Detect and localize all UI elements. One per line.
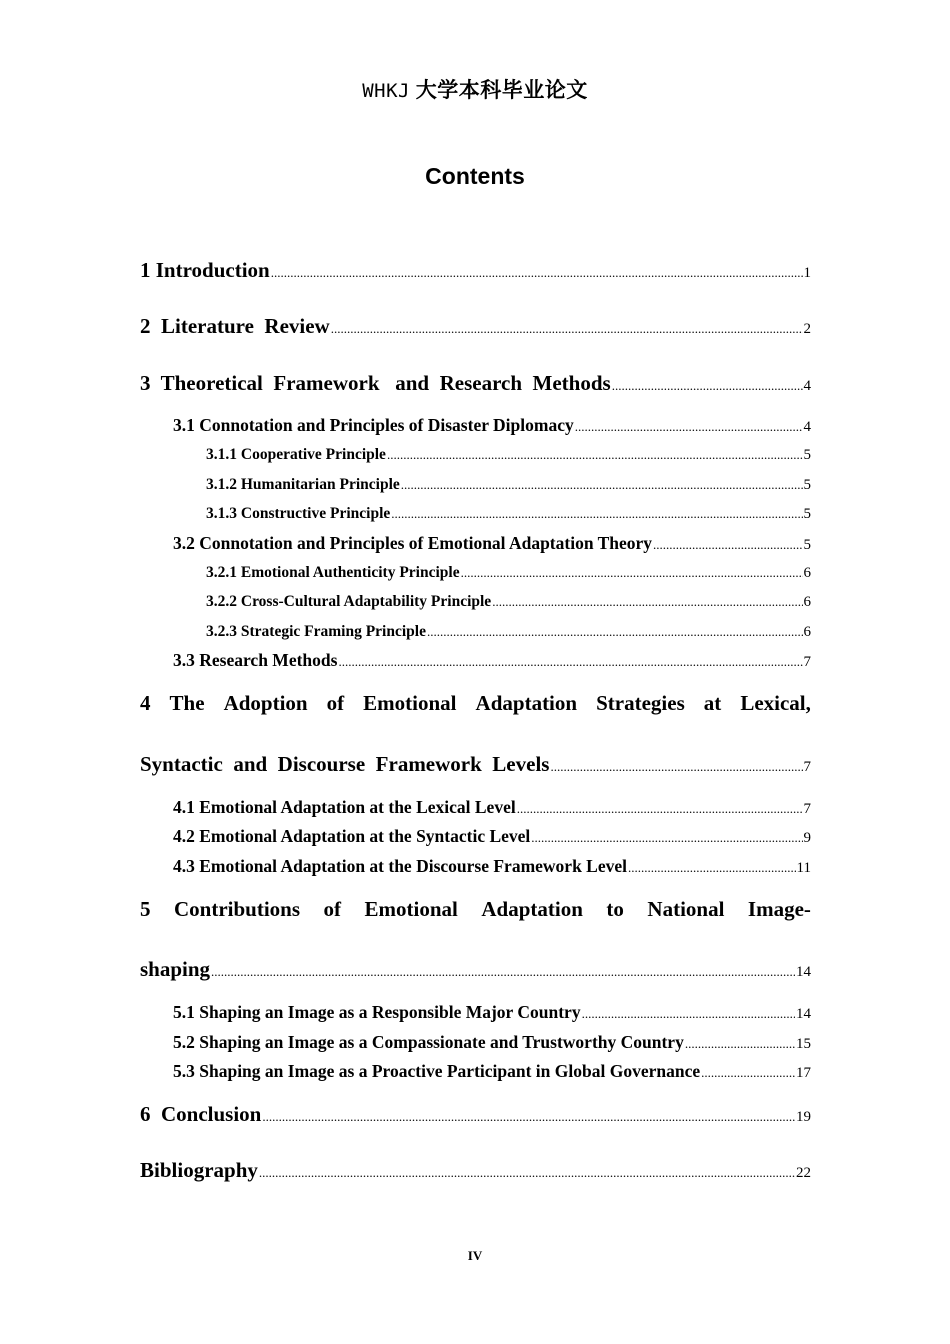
- toc-leader: [401, 477, 803, 493]
- toc-label: 6 Conclusion: [140, 1102, 262, 1126]
- toc-leader: [492, 594, 802, 610]
- toc-word: Adaptation: [475, 691, 578, 715]
- toc-label: 5.1 Shaping an Image as a Responsible Major Country: [173, 1002, 581, 1022]
- toc-word: to: [606, 897, 624, 921]
- toc-word: of: [326, 691, 345, 715]
- toc-entry-2[interactable]: [140, 314, 811, 339]
- toc-word: Emotional: [363, 691, 457, 715]
- toc-page: 6: [803, 624, 811, 640]
- toc-label: 3.1.2 Humanitarian Principle: [206, 476, 400, 493]
- toc-page: 22: [796, 1165, 811, 1181]
- toc-leader: [271, 265, 803, 281]
- toc-entry-3-2-3[interactable]: [206, 623, 811, 641]
- header-latin: WHKJ: [362, 80, 410, 102]
- toc-leader: [550, 759, 802, 775]
- toc-entry-5-3[interactable]: [173, 1061, 811, 1082]
- toc-leader: [331, 321, 803, 337]
- toc-entry-4-3[interactable]: [173, 856, 811, 877]
- toc-entry-4-line1[interactable]: [140, 691, 811, 716]
- toc-leader: [531, 830, 802, 846]
- toc-page: 4: [803, 419, 811, 435]
- toc-label: shaping: [140, 957, 211, 981]
- toc-entry-3-1-1[interactable]: [206, 446, 811, 464]
- toc-page: 17: [796, 1065, 811, 1081]
- toc-word: National: [647, 897, 725, 921]
- toc-page: 7: [803, 654, 811, 670]
- toc-label: 3 Theoretical Framework and Research Methods: [140, 371, 611, 395]
- toc-leader: [517, 801, 803, 817]
- toc-word: The: [169, 691, 205, 715]
- toc-leader: [259, 1165, 795, 1181]
- toc-label: 4.3 Emotional Adaptation at the Discourse Framework Level: [173, 856, 627, 876]
- toc-entry-1[interactable]: [140, 258, 811, 283]
- toc-leader: [582, 1006, 795, 1022]
- toc-label: 3.1 Connotation and Principles of Disaster Diplomacy: [173, 415, 574, 435]
- toc-leader: [685, 1036, 795, 1052]
- toc-label: 1 Introduction: [140, 258, 270, 282]
- toc-label: 3.2.2 Cross-Cultural Adaptability Principle: [206, 593, 492, 610]
- toc-entry-5-2[interactable]: [173, 1032, 811, 1053]
- toc-word: Adaptation: [481, 897, 583, 921]
- toc-entry-5-1[interactable]: [173, 1002, 811, 1023]
- toc-entry-3-2-2[interactable]: [206, 593, 811, 611]
- toc-leader: [262, 1109, 795, 1125]
- toc-leader: [575, 419, 803, 435]
- toc-entry-3-1-2[interactable]: [206, 476, 811, 494]
- toc-label: 3.2.1 Emotional Authenticity Principle: [206, 564, 460, 581]
- toc-leader: [391, 506, 802, 522]
- toc-label: 3.2 Connotation and Principles of Emotional Adaptation Theory: [173, 533, 653, 553]
- toc-page: 14: [796, 964, 811, 980]
- toc-word: 4: [140, 691, 151, 715]
- running-header: [0, 74, 950, 104]
- toc-label: Bibliography: [140, 1158, 258, 1182]
- toc-label: 4.2 Emotional Adaptation at the Syntactic Level: [173, 826, 531, 846]
- toc-word: at: [703, 691, 722, 715]
- toc-label: 3.1.3 Constructive Principle: [206, 505, 391, 522]
- toc-label: 2 Literature Review: [140, 314, 330, 338]
- toc-leader: [387, 447, 803, 463]
- toc-entry-3-1-3[interactable]: [206, 505, 811, 523]
- toc-word: Contributions: [174, 897, 301, 921]
- toc-page: 6: [803, 594, 811, 610]
- toc-label: Syntactic and Discourse Framework Levels: [140, 752, 550, 776]
- toc-word: Image-: [747, 897, 811, 921]
- toc-label: 5.3 Shaping an Image as a Proactive Participant in Global Governance: [173, 1061, 701, 1081]
- toc-leader: [461, 565, 803, 581]
- toc-leader: [338, 654, 802, 670]
- toc-word: Emotional: [364, 897, 458, 921]
- toc-word: 5: [140, 897, 151, 921]
- toc-page: 5: [803, 447, 811, 463]
- toc-leader: [211, 964, 795, 980]
- toc-entry-4[interactable]: [140, 752, 811, 777]
- toc-page: 5: [803, 537, 811, 553]
- header-cjk: 大学本科毕业论文: [415, 78, 588, 102]
- toc-label: 5.2 Shaping an Image as a Compassionate and Trustworthy Country: [173, 1032, 684, 1052]
- toc-page: 1: [803, 265, 811, 281]
- toc-label: 3.2.3 Strategic Framing Principle: [206, 623, 426, 640]
- toc-page: 5: [803, 506, 811, 522]
- toc-entry-3-1[interactable]: [173, 415, 811, 436]
- toc-leader: [628, 860, 796, 876]
- toc-word: Lexical,: [740, 691, 811, 715]
- toc-page: 19: [796, 1109, 811, 1125]
- toc-page: 9: [803, 830, 811, 846]
- toc-page: 5: [803, 477, 811, 493]
- toc-entry-5-line1[interactable]: [140, 897, 811, 922]
- toc-word: of: [323, 897, 342, 921]
- toc-page: 6: [803, 565, 811, 581]
- toc-word: Adoption: [223, 691, 308, 715]
- page-number: IV: [467, 1248, 483, 1263]
- toc-page: 2: [803, 321, 811, 337]
- toc-leader: [612, 378, 803, 394]
- toc-entry-6[interactable]: [140, 1102, 811, 1127]
- toc-page: 7: [803, 801, 811, 817]
- toc-leader: [427, 624, 803, 640]
- toc-page: 11: [796, 860, 811, 876]
- toc-label: 4.1 Emotional Adaptation at the Lexical Level: [173, 797, 516, 817]
- toc-word: Strategies: [596, 691, 685, 715]
- toc-entry-5[interactable]: [140, 957, 811, 982]
- toc-entry-4-2[interactable]: [173, 826, 811, 847]
- toc-entry-bibliography[interactable]: [140, 1158, 811, 1183]
- toc-entry-3-3[interactable]: [173, 650, 811, 671]
- page-title: Contents: [425, 163, 525, 189]
- toc-page: 14: [796, 1006, 811, 1022]
- toc-label: 3.1.1 Cooperative Principle: [206, 446, 386, 463]
- toc-page: 7: [803, 759, 811, 775]
- toc-entry-3[interactable]: [140, 371, 811, 396]
- toc-page: 4: [803, 378, 811, 394]
- toc-entry-3-2-1[interactable]: [206, 564, 811, 582]
- toc-leader: [653, 537, 802, 553]
- toc-entry-4-1[interactable]: [173, 797, 811, 818]
- toc-leader: [701, 1065, 795, 1081]
- toc-entry-3-2[interactable]: [173, 533, 811, 554]
- toc-label: 3.3 Research Methods: [173, 650, 338, 670]
- toc-page: 15: [796, 1036, 811, 1052]
